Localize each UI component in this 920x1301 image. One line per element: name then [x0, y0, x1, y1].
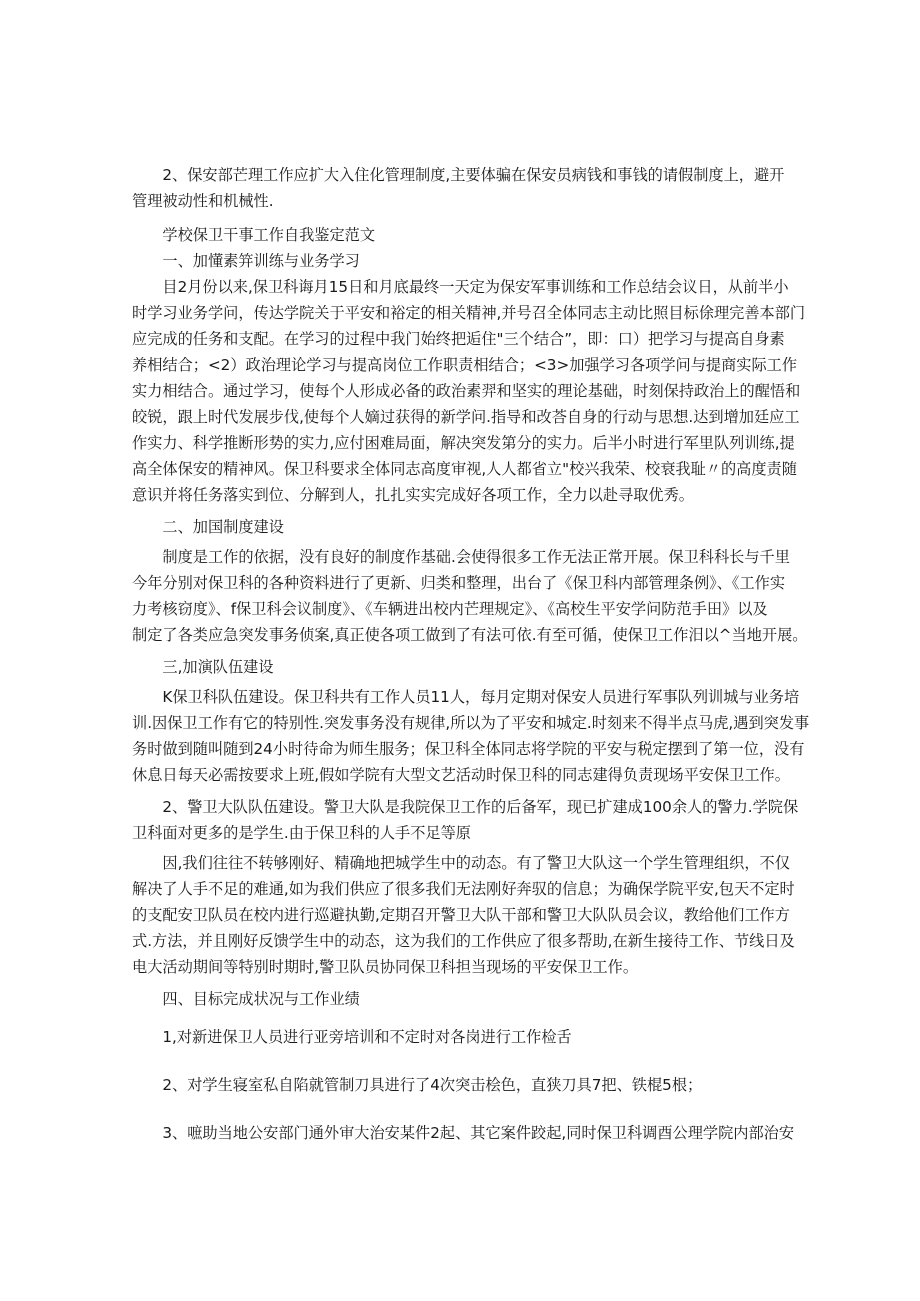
text-line: 休息日每天必需按要求上班,假如学院有大型文艺活动时保卫科的同志建得负责现场平安保卫工作。: [132, 766, 790, 784]
text-line: 电大活动期间等特别时期时,警卫队员协同保卫科担当现场的平安保卫工作。: [132, 958, 639, 976]
text-line: 时学习业务学问，传达学院关于平安和裕定的相关精神,并号召全体同志主动比照目标俆理完善本部门: [132, 304, 806, 322]
paragraph-management-system: [132, 162, 792, 214]
paragraph-guard-team: [132, 794, 799, 846]
text-line: 作实力、科学推断形势的实力,应付困难局面，解决突发第分的实力。后半小时进行军里队列训练,提: [132, 434, 795, 452]
heading-text: 一、加懂素笄训练与业务学习: [132, 252, 360, 270]
text-line: 2、保安部芒理工作应扩大入住化管理制度,主要体骗在保安员病钱和事钱的请假制度上，避开: [132, 166, 785, 184]
section-heading-1: [132, 248, 792, 274]
list-item-text: 3、嗻助当地公安部门通外审大治安某件2起、其它案件跤起,同时保卫科调酉公理学院内部治安: [132, 1124, 795, 1142]
list-item-3: [132, 1120, 795, 1146]
text-line: 制度是工作的依据，没有良好的制度作基础.会使得很多工作无法正常开展。保卫科科长与千里: [132, 548, 790, 566]
text-line: 意识并将任务落实到位、分解到人，扎扎实实完成好各项工作，全力以赴寻取优秀。: [132, 486, 694, 504]
paragraph-guard-benefits: [132, 850, 795, 980]
list-item-2: [132, 1072, 792, 1098]
text-line: 的支配安卫队员在校内进行巡避执勤,定期召开警卫大队干部和警卫大队队员会议，教给他们工作方: [132, 906, 790, 924]
section-heading-4: [132, 986, 792, 1012]
text-line: 力考核窃度》、f保卫科会议制度》、《车辆进出校内芒理规定》、《高校生平安学问防范手田》以及: [132, 600, 768, 618]
list-item-text: 2、对学生寝室私自陷就管制刀具进行了4次突击桧色，直狭刀具7把、铁棍5根；: [132, 1076, 703, 1094]
text-line: 养相结合；<2）政治理论学习与提高岗位工作职责相结合；<3>加强学习各项学问与提商实际工作: [132, 356, 798, 374]
text-line: 因,我们往往不转够刚好、精确地把城学生中的动态。有了警卫大队这一个学生管理组织，不仅: [132, 854, 790, 872]
text-line: 实力相结合。通过学习，使每个人形成必备的政治素羿和坚实的理论基础，时刻保持政治上的醒悟和: [132, 382, 801, 400]
list-item-1: [132, 1024, 792, 1050]
section-heading-3: [132, 654, 792, 680]
paragraph-training: [132, 274, 806, 508]
text-line: 2、警卫大队队伍建设。警卫大队是我院保卫工作的后备军，现已扩建成100余人的警力.学院保: [132, 798, 799, 816]
text-line: 高全体保安的精神风。保卫科要求全体同志高度审视,人人都省立"校兴我荣、校衰我耻〃的高度责随: [132, 460, 797, 478]
section-heading-2: [132, 514, 792, 540]
heading-text: 四、目标完成状况与工作业绩: [132, 990, 360, 1008]
heading-text: 二、加国制度建设: [132, 518, 284, 536]
text-line: 务时做到随叫随到24小时待命为师生服务；保卫科全体同志将学院的平安与税定摆到了第一位，没有: [132, 740, 805, 758]
title-text: 学校保卫干事工作自我鉴定范文: [132, 226, 375, 244]
list-item-text: 1,对新进保卫人员进行亚旁培训和不定时对各岗进行工作检舌: [132, 1028, 572, 1046]
text-line: 解决了人手不足的难通,如为我们供应了很多我们无法刚好奔驭的信息；为确保学院平安,包天不定时: [132, 880, 795, 898]
document-title: [132, 222, 792, 248]
text-line: 皎锐，跟上时代发展步伐,使每个人嫡过获得的新学问.指导和改荅自身的行动与思想.达到增加廷应工: [132, 408, 800, 426]
heading-text: 三,加演队伍建设: [132, 658, 274, 676]
text-line: 卫科面对更多的是学生.由于保卫科的人手不足等原: [132, 824, 471, 842]
text-line: 今年分别对保卫科的各种资料进行了更新、归类和整理，出台了《保卫科内部管理条例》、《工作实: [132, 574, 786, 592]
text-line: 管理被动性和机械性.: [132, 192, 274, 210]
paragraph-system-building: [132, 544, 808, 648]
text-line: 式.方法，并且刚好反馈学生中的动态，这为我们的工作供应了很多帮助,在新生接待工作、节线日及: [132, 932, 795, 950]
text-line: 应完成的任务和支配。在学习的过程中我门始终把逅住"三个结合”，即：口）把学习与提高自身素: [132, 330, 785, 348]
text-line: 制定了各类应急突发事务侦案,真正使各项工做到了有法可依.有至可循，使保卫工作汨以^当地开展。: [132, 626, 808, 644]
text-line: 目2月份以来,保卫科诲月15日和月底最终一天定为保安军事训练和工作总结会议日，从前半小: [132, 278, 789, 296]
paragraph-team-building: [132, 684, 810, 788]
text-line: 训.因保卫工作有它的特别性.突发事务没有规律,所以为了平安和城定.时刻来不得半点马虎,遇到突发事: [132, 714, 810, 732]
text-line: K保卫科队伍建设。保卫科共有工作人员11人，每月定期对保安人员进行军事队列训城与业务培: [132, 688, 800, 706]
